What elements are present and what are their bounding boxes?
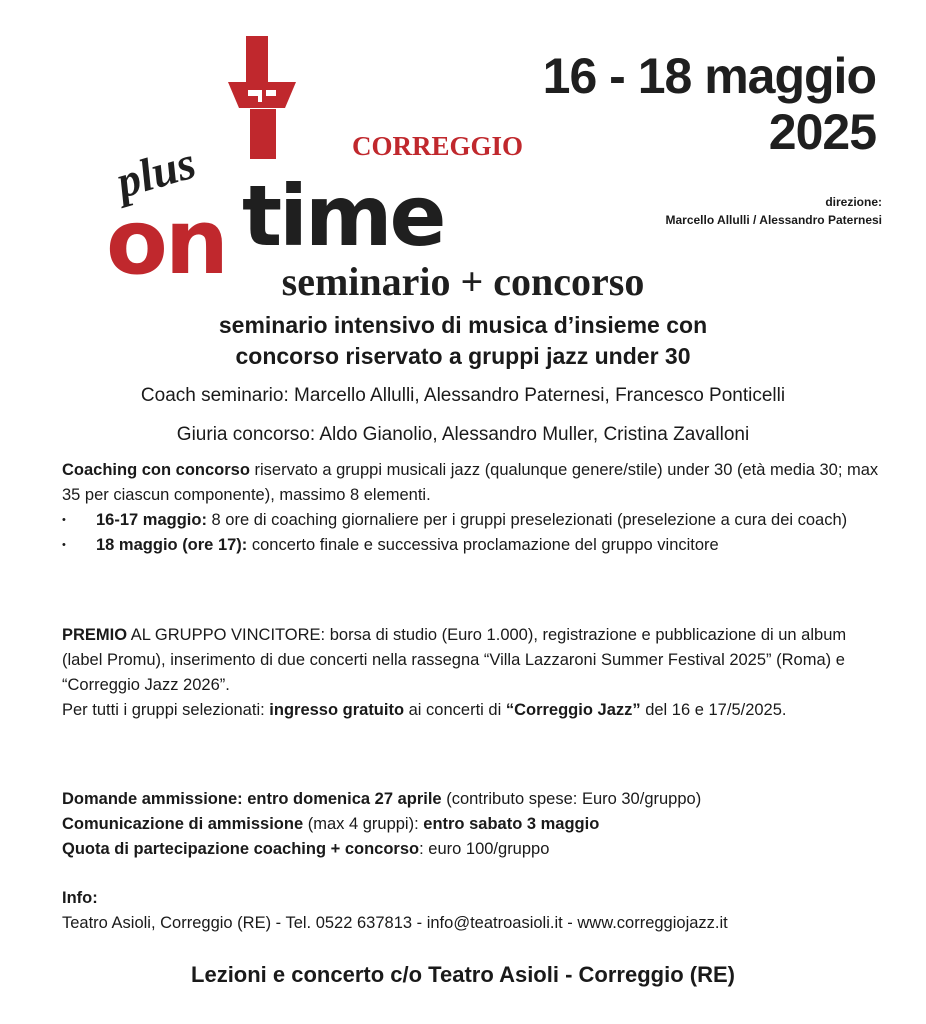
info-section bbox=[62, 886, 882, 936]
bullet-1-text: 8 ore di coaching giornaliere per i gruppi preselezionati (preselezione a cura dei coach) bbox=[206, 511, 848, 529]
plus-on-time-logo bbox=[100, 30, 570, 285]
comunicazione-text: (max 4 gruppi): bbox=[303, 815, 424, 833]
subtitle bbox=[0, 310, 926, 372]
direzione-block bbox=[665, 193, 882, 229]
domande-bold: Domande ammissione: entro domenica 27 aprile bbox=[62, 790, 442, 808]
bullet-item bbox=[62, 533, 882, 558]
quota-bold: Quota di partecipazione coaching + concorso bbox=[62, 840, 420, 858]
premio-bold: PREMIO bbox=[62, 626, 128, 644]
comunicazione-bold-2: entro sabato 3 maggio bbox=[423, 815, 600, 833]
quota-line bbox=[62, 837, 882, 862]
bullet-item bbox=[62, 508, 882, 533]
info-label bbox=[62, 886, 882, 911]
event-dates bbox=[543, 48, 876, 160]
quota-text: : euro 100/gruppo bbox=[419, 840, 550, 858]
direzione-names: Marcello Allulli / Alessandro Paternesi bbox=[665, 213, 882, 227]
dates-year: 2025 bbox=[768, 104, 876, 160]
premio-text: AL GRUPPO VINCITORE: borsa di studio (Euro 1.000), registrazione e pubblicazione di un album (label Promu), inserimento di due concerti nella rassegna “Villa Lazzaroni Summer Festival 2025” (Roma) e “Correggio Jazz 2026”. bbox=[62, 626, 847, 694]
coaching-lead-bold: Coaching con concorso bbox=[62, 461, 250, 479]
selected-text-2: ai concerti di bbox=[404, 701, 506, 719]
coaching-lead-text: riservato a gruppi musicali jazz (qualunque genere/stile) under 30 (età media 30; max 35 per ciascun componente), massimo 8 elementi. bbox=[62, 461, 879, 504]
selected-bold-1: ingresso gratuito bbox=[269, 701, 405, 719]
domande-text: (contributo spese: Euro 30/gruppo) bbox=[441, 790, 702, 808]
selected-text-1: Per tutti i gruppi selezionati: bbox=[62, 701, 270, 719]
bullet-2-bold: 18 maggio (ore 17): bbox=[96, 536, 248, 554]
selected-bold-2: “Correggio Jazz” bbox=[505, 701, 641, 719]
comunicazione-line bbox=[62, 812, 882, 837]
logo-correggio: CORREGGIO bbox=[352, 131, 524, 161]
admission-section bbox=[62, 787, 882, 862]
premio-paragraph bbox=[62, 623, 882, 698]
comunicazione-bold: Comunicazione di ammissione bbox=[62, 815, 304, 833]
jury-line: Giuria concorso: Aldo Gianolio, Alessandro Muller, Cristina Zavalloni bbox=[176, 424, 750, 445]
logo-on: on bbox=[106, 190, 226, 285]
bullet-1-bold: 16-17 maggio: bbox=[96, 511, 207, 529]
domande-line bbox=[62, 787, 882, 812]
info-contacts: Teatro Asioli, Correggio (RE) - Tel. 0522 637813 - info@teatroasioli.it - www.correggiojazz.it bbox=[62, 914, 728, 932]
trumpet-figure-graphic bbox=[228, 36, 296, 159]
logo-time: time bbox=[242, 167, 444, 265]
seminar-title: seminario + concorso bbox=[281, 259, 645, 304]
direzione-label: direzione: bbox=[825, 195, 882, 209]
dates-line1: 16 - 18 maggio bbox=[542, 48, 876, 104]
coach-line: Coach seminario: Marcello Allulli, Alessandro Paternesi, Francesco Ponticelli bbox=[140, 385, 786, 406]
coaching-section bbox=[62, 458, 882, 558]
subtitle-line2: concorso riservato a gruppi jazz under 30 bbox=[235, 343, 691, 369]
selected-text-3: del 16 e 17/5/2025. bbox=[640, 701, 787, 719]
selected-groups-paragraph bbox=[62, 698, 882, 723]
subtitle-line1: seminario intensivo di musica d’insieme con bbox=[218, 312, 708, 338]
premio-section bbox=[62, 623, 882, 723]
info-label-text: Info: bbox=[62, 889, 98, 907]
footer-location: Lezioni e concerto c/o Teatro Asioli - Correggio (RE) bbox=[191, 962, 735, 987]
coaching-paragraph bbox=[62, 458, 882, 508]
logo-plus: plus bbox=[110, 136, 201, 208]
bullet-2-text: concerto finale e successiva proclamazione del gruppo vincitore bbox=[247, 536, 719, 554]
